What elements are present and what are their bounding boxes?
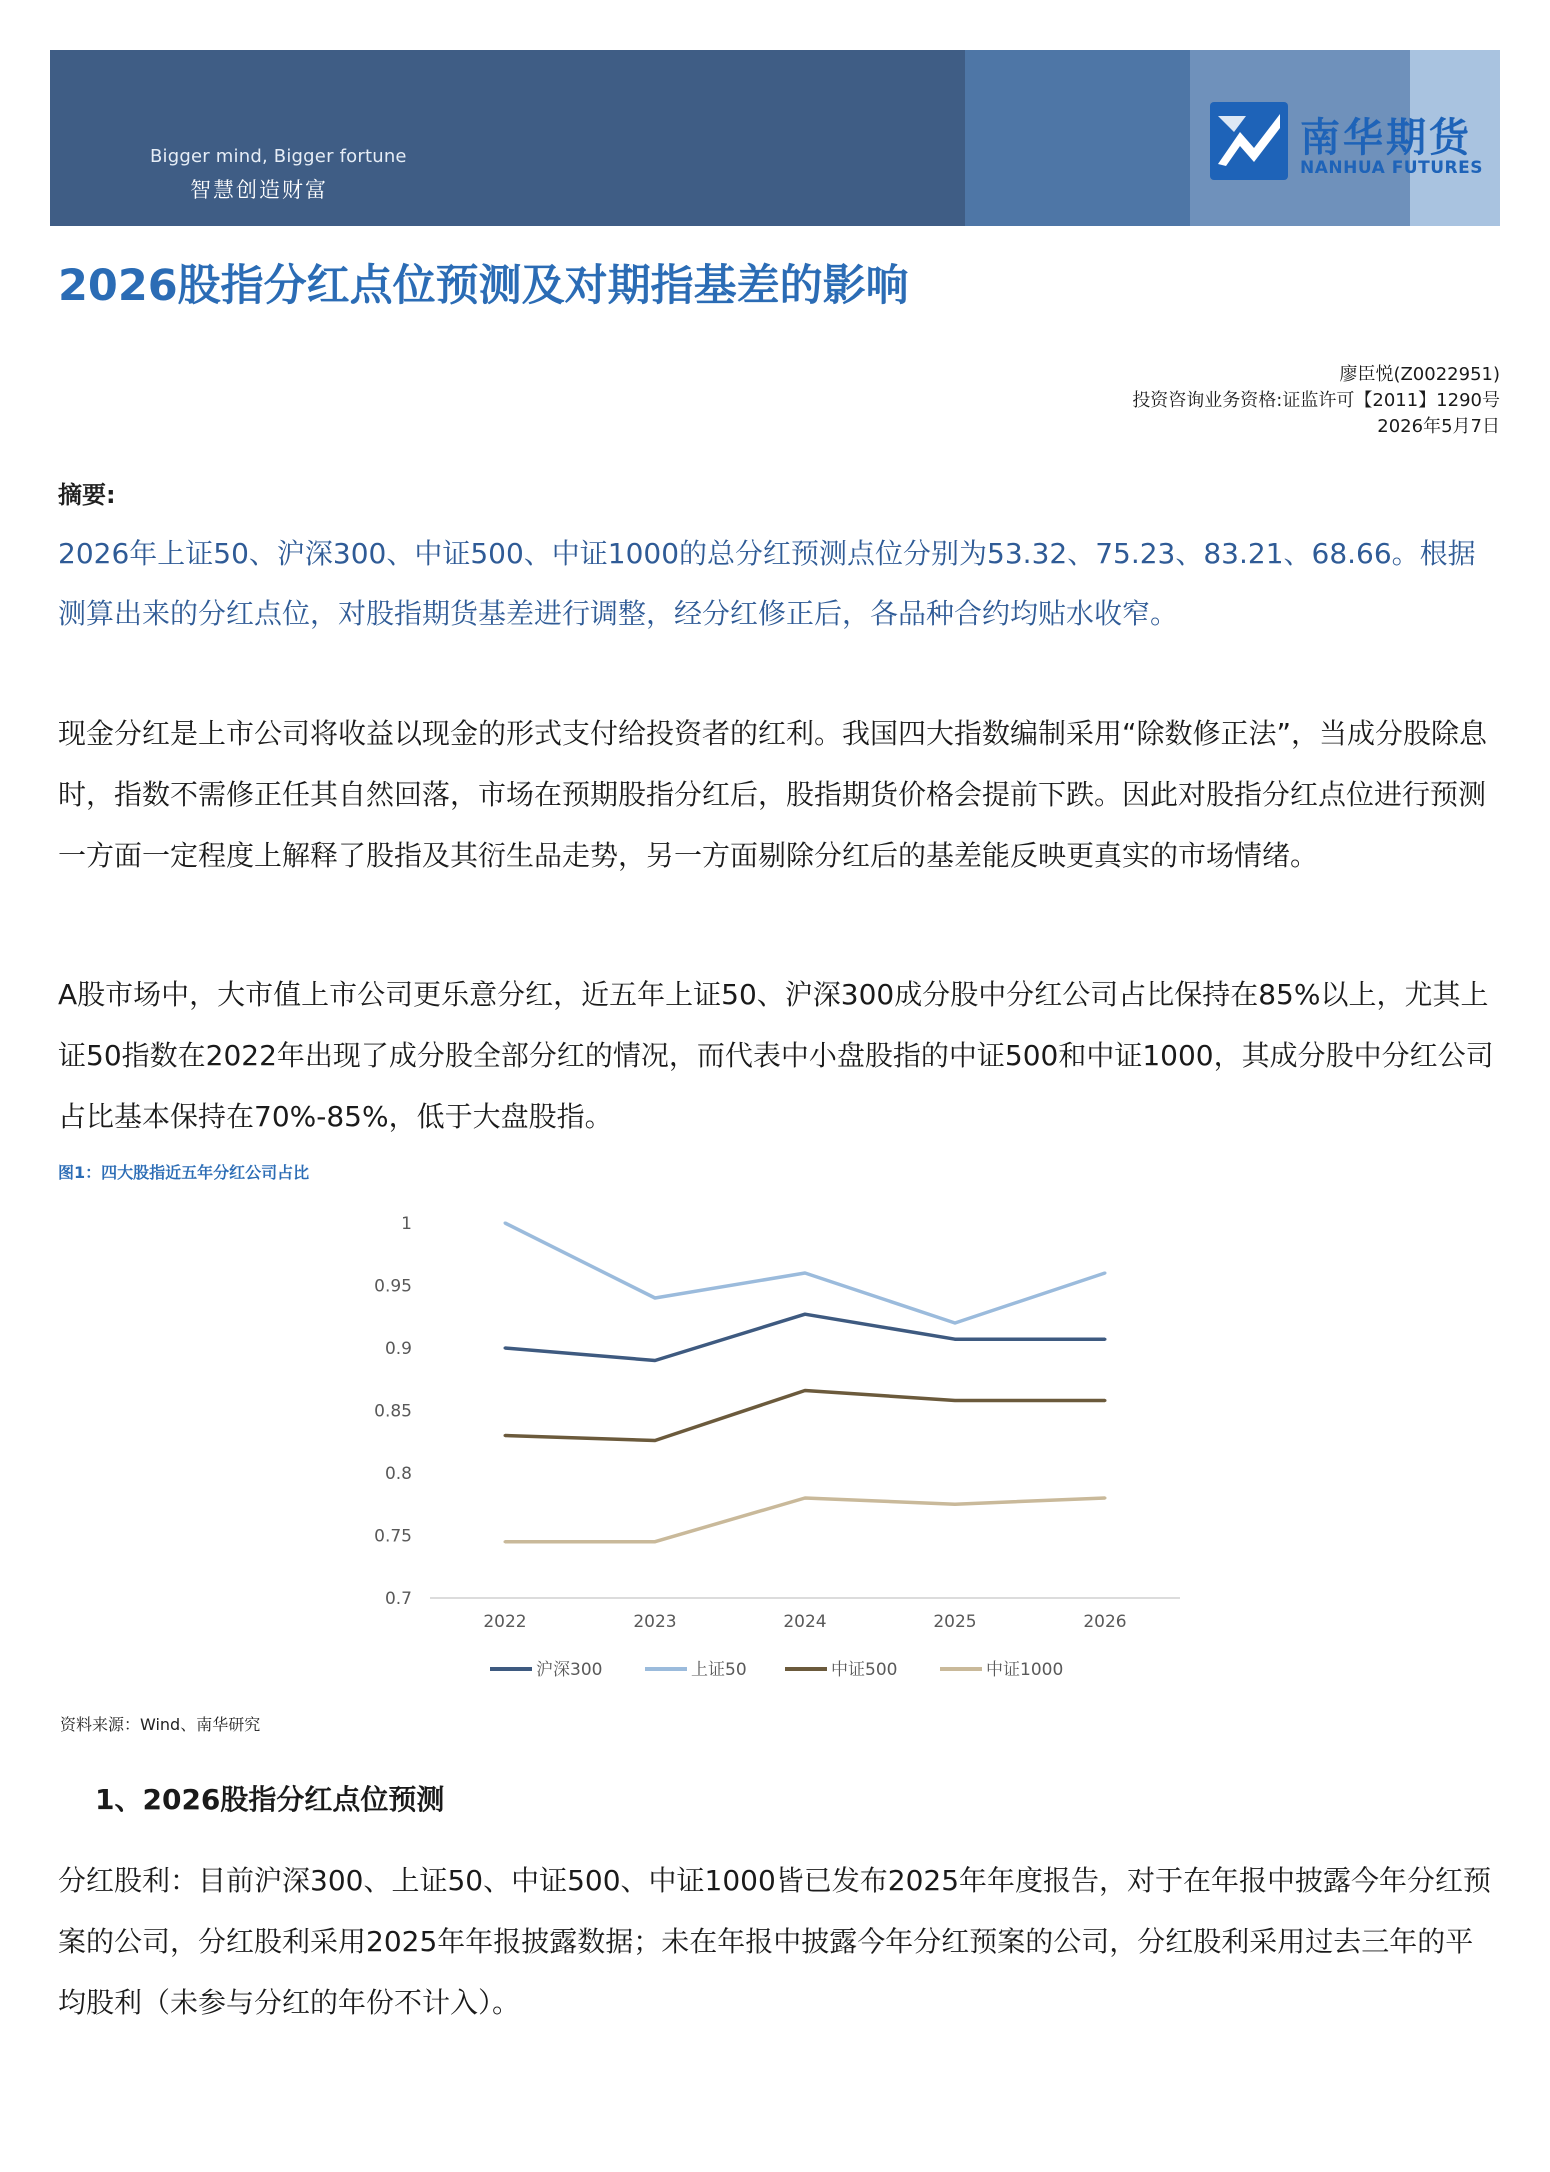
page-title: 2026股指分红点位预测及对期指基差的影响 <box>58 261 909 311</box>
x-tick-label: 2025 <box>933 1612 977 1632</box>
figure-source: 资料来源：Wind、南华研究 <box>60 1715 261 1734</box>
abstract-text: 2026年上证50、沪深300、中证500、中证1000的总分红预测点位分别为53.32、75.23、83.21、68.66。根据测算出来的分红点位，对股指期货基差进行调整，经分红修正后，各品种合约均贴水收窄。 <box>58 537 1476 630</box>
legend-label: 中证1000 <box>986 1660 1064 1680</box>
data-point <box>804 1389 807 1392</box>
data-point <box>504 1434 507 1437</box>
y-tick-label: 0.95 <box>374 1276 412 1297</box>
header-banner <box>50 50 1500 226</box>
banner-band <box>965 50 1190 226</box>
legend-label: 上证50 <box>691 1660 747 1680</box>
data-point <box>1104 1399 1107 1402</box>
report-date: 2026年5月7日 <box>1377 416 1500 437</box>
x-tick-label: 2026 <box>1083 1612 1127 1632</box>
x-tick-label: 2022 <box>483 1612 527 1632</box>
data-point <box>1104 1497 1107 1500</box>
body-paragraph: 分红股利：目前沪深300、上证50、中证500、中证1000皆已发布2025年年度报告，对于在年报中披露今年分红预案的公司，分红股利采用2025年年报披露数据；未在年报中披露今年分红预案的公司，分红股利采用过去三年的平均股利（未参与分红的年份不计入）。 <box>58 1864 1492 2019</box>
data-point <box>954 1399 957 1402</box>
nanhua-logo-icon <box>1210 102 1288 180</box>
logo-text-english: NANHUA FUTURES <box>1300 158 1483 178</box>
x-tick-label: 2023 <box>633 1612 677 1632</box>
y-tick-label: 0.7 <box>384 1589 412 1609</box>
author: 廖臣悦(Z0022951) <box>1339 364 1500 385</box>
y-tick-label: 1 <box>401 1214 412 1234</box>
slogan-english: Bigger mind, Bigger fortune <box>150 146 407 167</box>
series-line <box>505 1391 1105 1441</box>
figure-caption: 图1：四大股指近五年分红公司占比 <box>58 1163 310 1182</box>
series-line <box>505 1498 1105 1542</box>
data-point <box>504 1222 507 1225</box>
slogan-chinese: 智慧创造财富 <box>190 178 328 202</box>
series-line <box>505 1314 1105 1360</box>
data-point <box>654 1540 657 1543</box>
company-logo <box>1210 102 1500 182</box>
data-point <box>954 1322 957 1325</box>
data-point <box>1104 1272 1107 1275</box>
abstract-label: 摘要: <box>58 481 116 509</box>
report-meta <box>1132 362 1500 440</box>
data-point <box>804 1272 807 1275</box>
y-tick-label: 0.9 <box>384 1339 412 1359</box>
data-point <box>504 1347 507 1350</box>
body-paragraph: 现金分红是上市公司将收益以现金的形式支付给投资者的红利。我国四大指数编制采用“除数修正法”，当成分股除息时，指数不需修正任其自然回落，市场在预期股指分红后，股指期货价格会提前下跌。因此对股指分红点位进行预测一方面一定程度上解释了股指及其衍生品走势，另一方面剔除分红后的基差能反映更真实的市场情绪。 <box>58 717 1488 872</box>
data-point <box>1104 1338 1107 1341</box>
data-point <box>804 1497 807 1500</box>
logo-text-chinese: 南华期货 <box>1300 115 1472 161</box>
data-point <box>654 1439 657 1442</box>
y-tick-label: 0.85 <box>374 1401 412 1422</box>
license: 投资咨询业务资格:证监许可【2011】1290号 <box>1132 390 1500 411</box>
data-point <box>954 1503 957 1506</box>
data-point <box>654 1359 657 1362</box>
data-point <box>654 1297 657 1300</box>
x-tick-label: 2024 <box>783 1612 827 1632</box>
data-point <box>804 1313 807 1316</box>
legend-label: 中证500 <box>831 1660 898 1680</box>
dividend-ratio-line-chart <box>350 1195 1190 1695</box>
body-paragraph: A股市场中，大市值上市公司更乐意分红，近五年上证50、沪深300成分股中分红公司占比保持在85%以上，尤其上证50指数在2022年出现了成分股全部分红的情况，而代表中小盘股指的中证500和中证1000，其成分股中分红公司占比基本保持在70%-85%，低于大盘股指。 <box>58 978 1494 1133</box>
y-tick-label: 0.8 <box>384 1464 412 1484</box>
data-point <box>504 1540 507 1543</box>
legend-label: 沪深300 <box>536 1660 603 1680</box>
data-point <box>954 1338 957 1341</box>
y-tick-label: 0.75 <box>374 1526 412 1547</box>
section-heading: 1、2026股指分红点位预测 <box>95 1783 445 1816</box>
